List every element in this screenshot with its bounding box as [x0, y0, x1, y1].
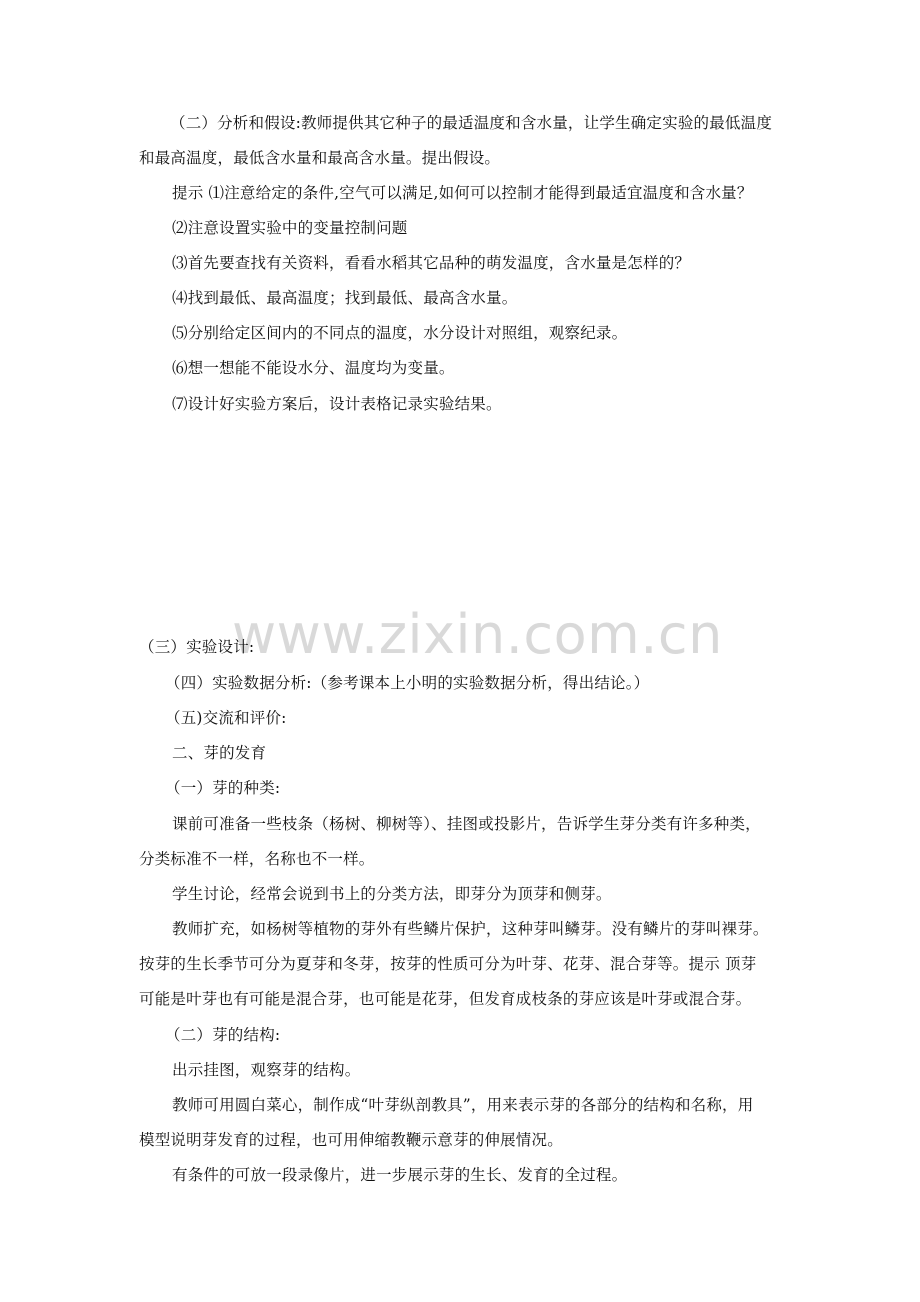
- paragraph-line: ⑷找到最低、最高温度；找到最低、最高含水量。: [172, 289, 518, 307]
- paragraph-line: 提示 ⑴注意给定的条件,空气可以满足,如何可以控制才能得到最适宜温度和含水量？: [172, 184, 753, 202]
- paragraph-line: 课前可准备一些枝条（杨树、柳树等）、挂图或投影片，告诉学生芽分类有许多种类，: [172, 815, 761, 833]
- paragraph-line: 分类标准不一样，名称也不一样。: [139, 850, 375, 868]
- section-heading: 二、芽的发育: [172, 744, 267, 762]
- paragraph-line: （二）分析和假设:教师提供其它种子的最适温度和含水量，让学生确定实验的最低温度: [170, 114, 773, 132]
- paragraph-line: ⑸分别给定区间内的不同点的温度，水分设计对照组，观察纪录。: [172, 324, 628, 342]
- paragraph-line: 学生讨论，经常会说到书上的分类方法，即芽分为顶芽和侧芽。: [172, 885, 612, 903]
- paragraph-line: 有条件的可放一段录像片，进一步展示芽的生长、发育的全过程。: [172, 1166, 628, 1184]
- paragraph-line: 按芽的生长季节可分为夏芽和冬芽，按芽的性质可分为叶芽、花芽、混合芽等。提示 顶芽: [139, 955, 757, 973]
- paragraph-line: 教师可用圆白菜心，制作成“叶芽纵剖教具”，用来表示芽的各部分的结构和名称，用: [172, 1096, 754, 1114]
- paragraph-line: （四）实验数据分析:（参考课本上小明的实验数据分析，得出结论。）: [165, 674, 650, 692]
- section-heading: （五)交流和评价:: [165, 709, 287, 727]
- paragraph-line: ⑺设计好实验方案后，设计表格记录实验结果。: [172, 395, 502, 413]
- watermark: www.zixin.com.cn: [232, 603, 723, 666]
- section-heading: （三）实验设计:: [139, 638, 255, 656]
- paragraph-line: ⑵注意设置实验中的变量控制问题: [172, 219, 408, 237]
- section-heading: （一）芽的种类:: [165, 779, 281, 797]
- paragraph-line: 和最高温度，最低含水量和最高含水量。提出假设。: [139, 149, 501, 167]
- paragraph-line: ⑹想一想能不能设水分、温度均为变量。: [172, 359, 455, 377]
- paragraph-line: 教师扩充，如杨树等植物的芽外有些鳞片保护，这种芽叫鳞芽。没有鳞片的芽叫裸芽。: [172, 920, 769, 938]
- paragraph-line: 出示挂图，观察芽的结构。: [172, 1061, 361, 1079]
- paragraph-line: 可能是叶芽也有可能是混合芽，也可能是花芽，但发育成枝条的芽应该是叶芽或混合芽。: [139, 990, 752, 1008]
- paragraph-line: ⑶首先要查找有关资料，看看水稻其它品种的萌发温度，含水量是怎样的？: [172, 254, 691, 272]
- paragraph-line: 模型说明芽发育的过程，也可用伸缩教鞭示意芽的伸展情况。: [139, 1131, 563, 1149]
- section-heading: （二）芽的结构:: [165, 1026, 281, 1044]
